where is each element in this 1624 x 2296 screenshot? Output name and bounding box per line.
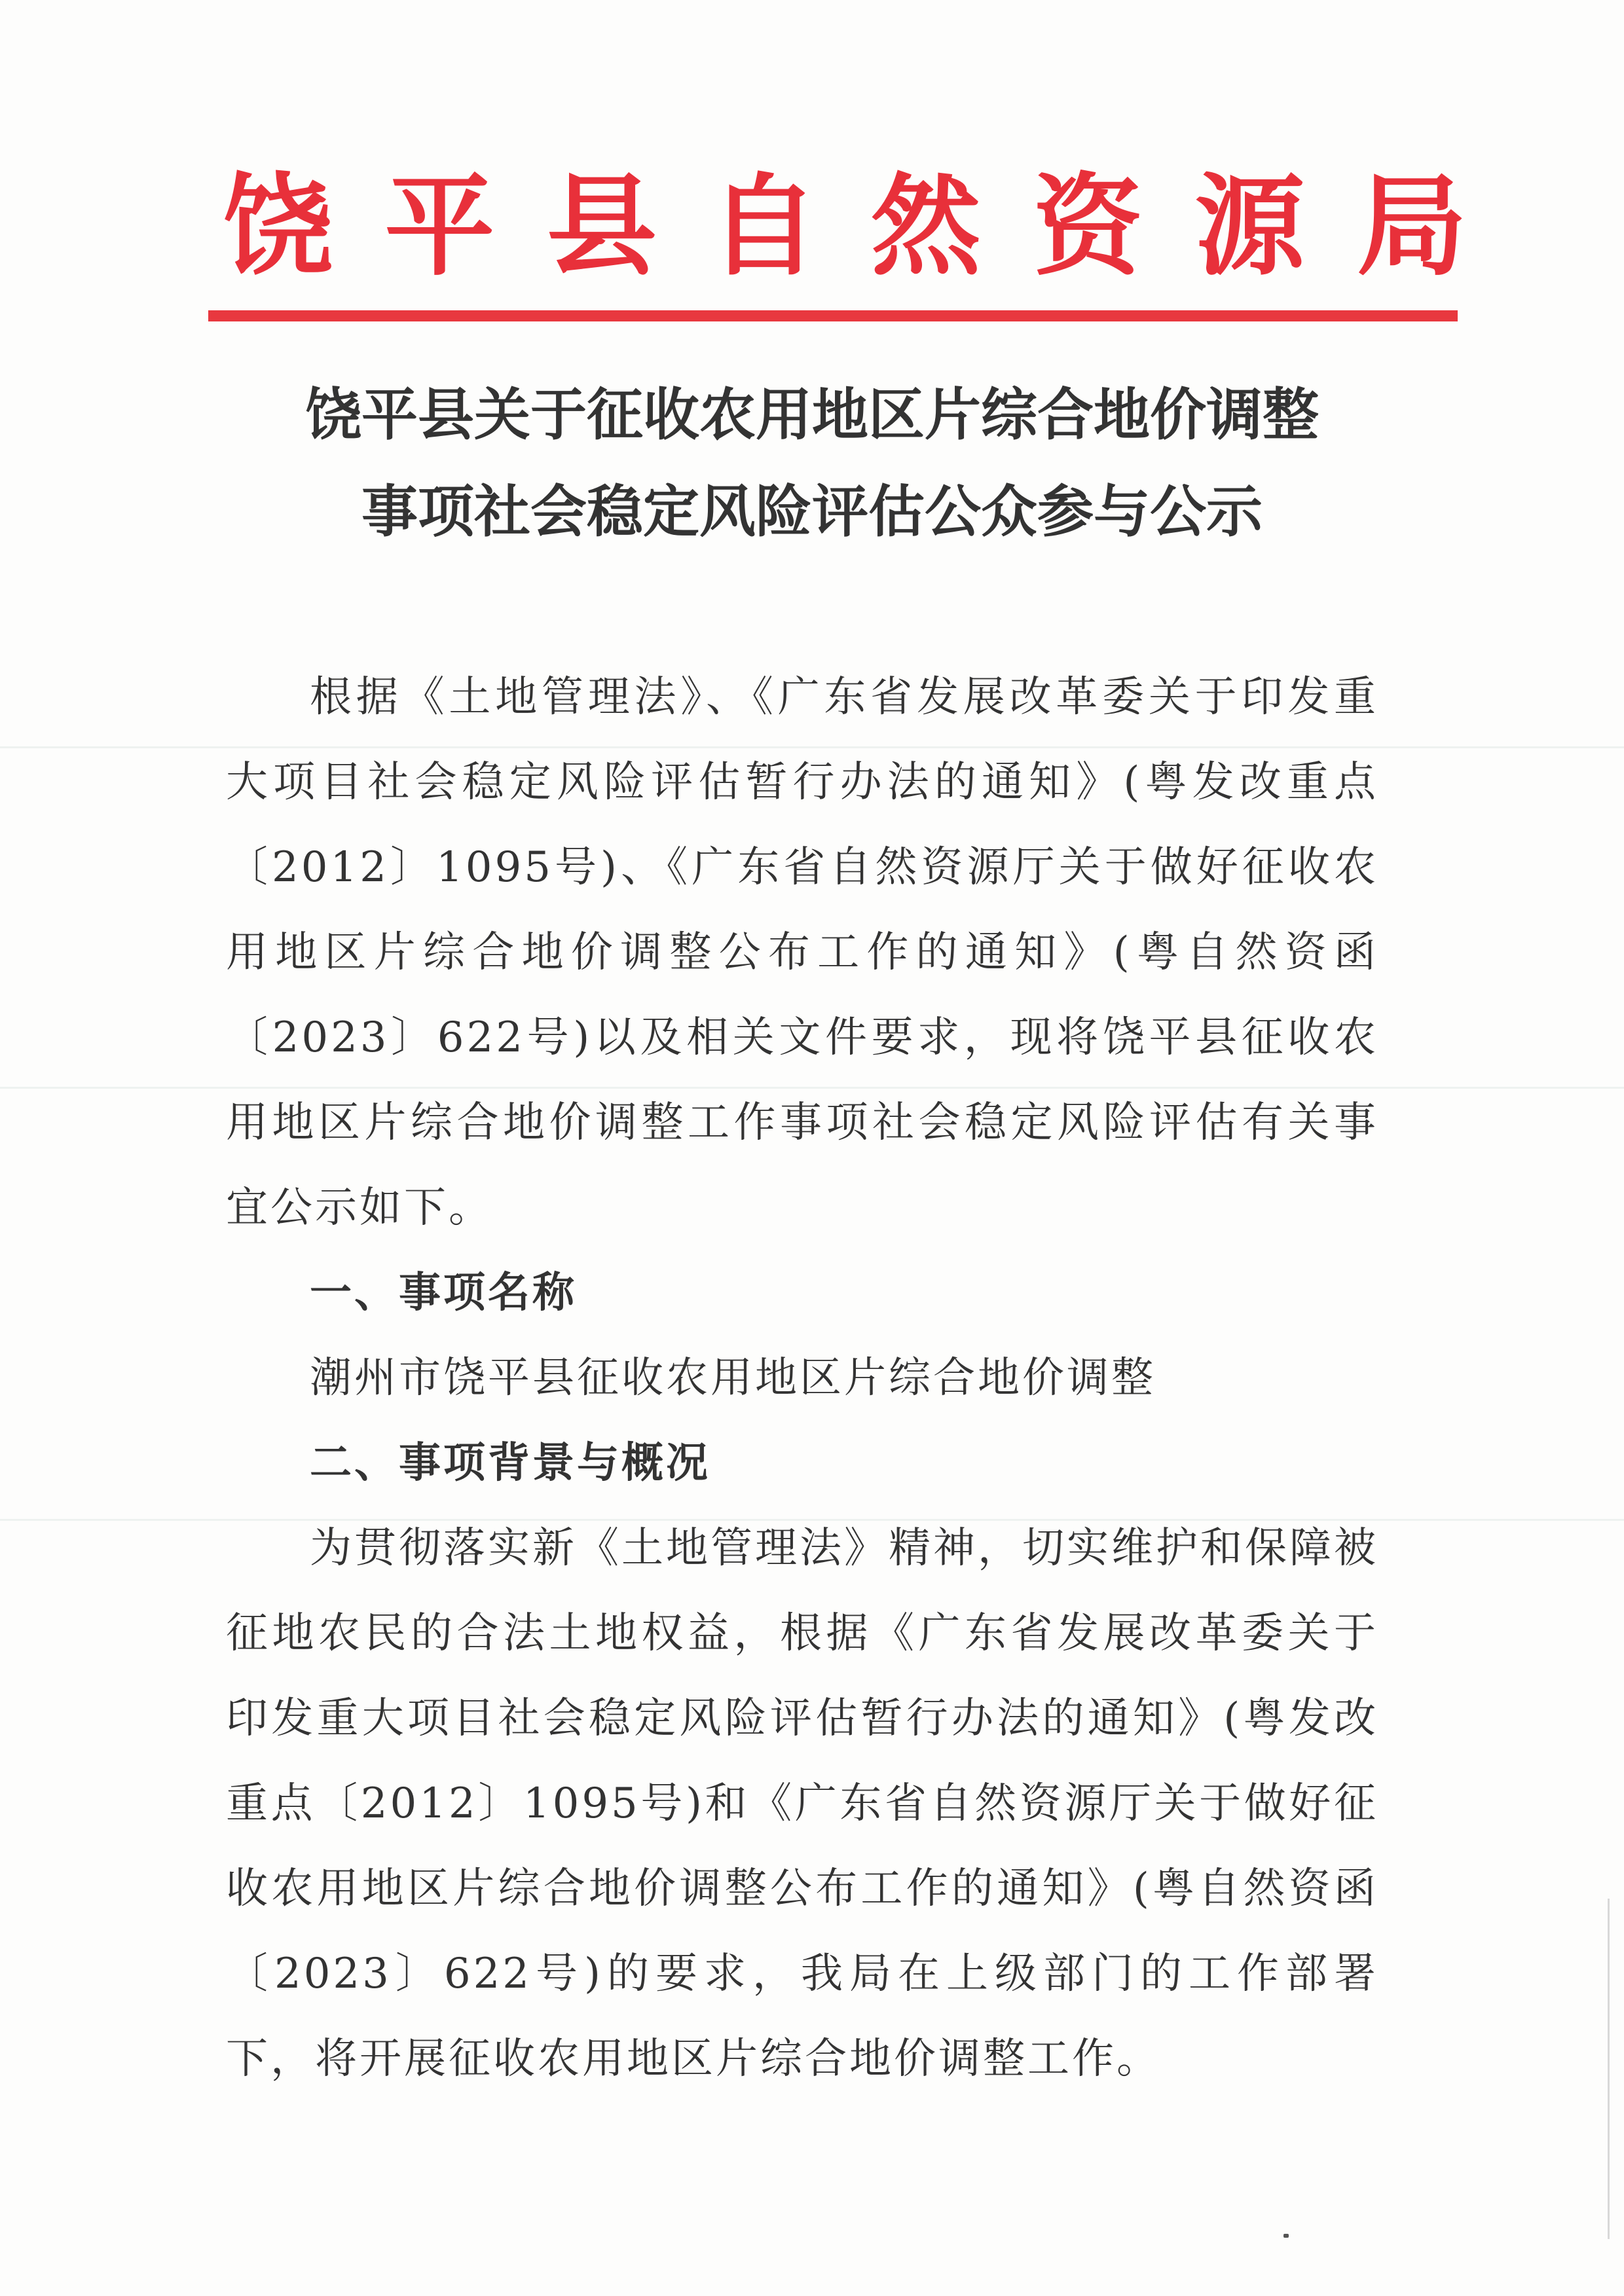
header-char: 然 [870,161,981,291]
header-char: 局 [1356,161,1467,291]
header-char: 饶 [223,161,333,291]
header-char: 县 [546,161,657,291]
document-body [226,655,1378,2102]
title-line-2: 事项社会稳定风险评估公众参与公示 [361,479,1263,545]
header-char: 平 [384,161,495,291]
scan-speck [1283,2234,1289,2238]
scan-edge-shadow [1608,1899,1610,2239]
intro-paragraph: 根据《土地管理法》、《广东省发展改革委关于印发重大项目社会稳定风险评估暂行办法的通知》(粤发改重点〔2012〕1095号)、《广东省自然资源厅关于做好征收农用地区片综合地价调整公布工作的通知》(粤自然资函〔2023〕622号)以及相关文件要求，现将饶平县征收农用地区片综合地价调整工作事项社会稳定风险评估有关事宜公示如下。 [226,673,1378,1232]
section-2-heading: 二、事项背景与概况 [310,1438,710,1487]
section-1-text: 潮州市饶平县征收农用地区片综合地价调整 [310,1354,1156,1402]
title-line-1: 饶平县关于征收农用地区片综合地价调整 [305,382,1319,448]
header-char: 资 [1033,161,1143,291]
header-char: 自 [709,161,819,291]
section-2-paragraph: 为贯彻落实新《土地管理法》精神，切实维护和保障被征地农民的合法土地权益，根据《广东省发展改革委关于印发重大项目社会稳定风险评估暂行办法的通知》(粤发改重点〔2012〕1095号)和《广东省自然资源厅关于做好征收农用地区片综合地价调整公布工作的通知》(粤自然资函〔2023〕622号)的要求，我局在上级部门的工作部署下，将开展征收农用地区片综合地价调整工作。 [226,1524,1378,2083]
section-1-heading: 一、事项名称 [310,1268,577,1317]
header-char: 源 [1194,161,1305,291]
red-header-rule [208,310,1458,321]
document-title [196,367,1428,560]
issuing-authority-header [223,151,1467,301]
